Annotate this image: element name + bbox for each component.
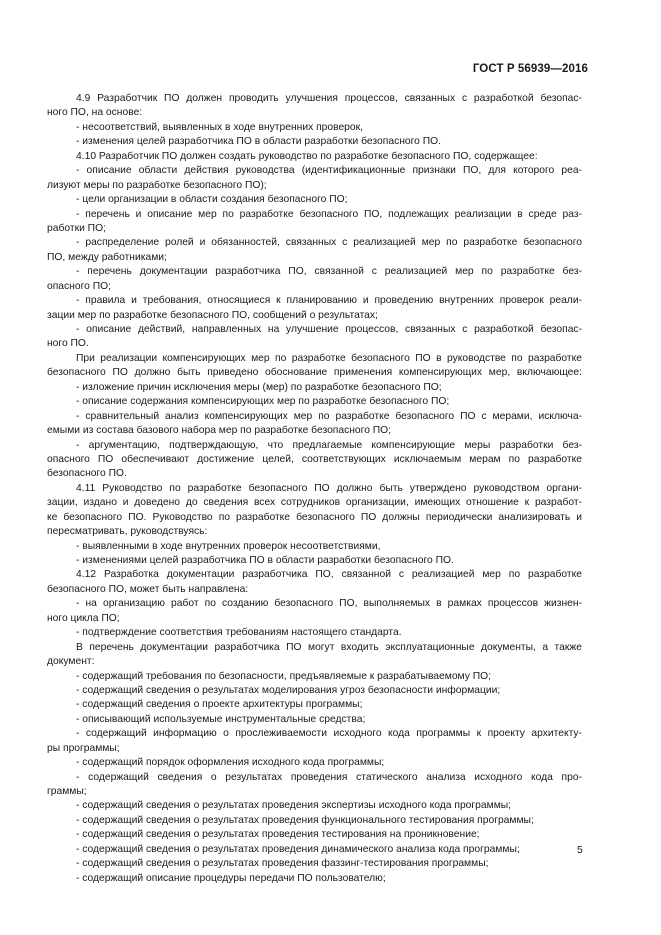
text-line: безопасного ПО, может быть направлена: bbox=[47, 583, 249, 595]
text-line: 4.10 Разработчик ПО должен создать руководство по разработке безопасного ПО, содержащее: bbox=[76, 150, 538, 162]
text-line: безопасного ПО должно быть приведено обоснование применения компенсирующих мер, включающее: bbox=[47, 367, 582, 379]
list-item-line: - описание действий, направленных на улучшение процессов, связанных с разработкой безопас- bbox=[76, 324, 582, 335]
list-item-line: - распределение ролей и обязанностей, связанных с реализацией мер по разработке безопасного bbox=[76, 237, 582, 249]
list-item-line: - на организацию работ по созданию безопасного ПО, выполняемых в рамках процессов жизнен- bbox=[76, 598, 582, 610]
list-item-line: - содержащий порядок оформления исходного кода программы; bbox=[76, 757, 385, 769]
list-item-line: - содержащий требования по безопасности, предъявляемые к разрабатываемому ПО; bbox=[76, 670, 492, 682]
list-item-line: - изменениями целей разработчика ПО в области разработки безопасного ПО. bbox=[76, 555, 454, 566]
text-line: опасного ПО; bbox=[47, 280, 111, 292]
text-line: лизуют меры по разработке безопасного ПО); bbox=[47, 179, 267, 191]
text-line: работки ПО; bbox=[47, 222, 106, 234]
list-item-line: - правила и требования, относящиеся к планированию и проведению внутренних проверок реали- bbox=[76, 295, 582, 307]
text-line: При реализации компенсирующих мер по разработке безопасного ПО в руководстве по разработке bbox=[76, 352, 582, 364]
list-item-line: - описание области действия руководства (идентификационные признаки ПО, для которого реа- bbox=[76, 165, 582, 177]
text-line: ного цикла ПО; bbox=[47, 612, 120, 624]
text-line: зации мер по разработке безопасного ПО, сообщений о результатах; bbox=[47, 309, 378, 321]
standard-code-header: ГОСТ Р 56939—2016 bbox=[472, 63, 588, 75]
list-item-line: - описывающий используемые инструментальные средства; bbox=[76, 713, 366, 725]
page-number: 5 bbox=[577, 845, 583, 856]
text-line: 4.9 Разработчик ПО должен проводить улучшения процессов, связанных с разработкой безопас- bbox=[76, 93, 582, 104]
list-item-line: - изложение причин исключения меры (мер) по разработке безопасного ПО; bbox=[76, 381, 442, 393]
text-line: зации, издано и доведено до сведения всех сотрудников организации, имеющих отношение к разработ- bbox=[47, 497, 582, 509]
text-line: опасного ПО обеспечивают достижение целей, соответствующих исключаемым мерам по разработке bbox=[47, 453, 582, 465]
list-item-line: - содержащий сведения о результатах проведения функционального тестирования программы; bbox=[76, 814, 534, 826]
list-item-line: - сравнительный анализ компенсирующих мер по разработке безопасного ПО с мерами, исключа- bbox=[76, 410, 582, 422]
text-line: пересматривать, руководствуясь: bbox=[47, 526, 208, 538]
list-item-line: - выявленными в ходе внутренних проверок несоответствиями, bbox=[76, 540, 381, 552]
text-line: документ: bbox=[47, 656, 95, 668]
text-line: емыми из состава базового набора мер по разработке безопасного ПО; bbox=[47, 425, 392, 437]
document-body bbox=[47, 92, 582, 886]
list-item-line: - содержащий сведения о результатах проведения динамического анализа кода программы; bbox=[76, 843, 520, 855]
text-line: ного ПО. bbox=[47, 338, 89, 350]
list-item-line: - содержащий сведения о результатах проведения статического анализа исходного кода про- bbox=[76, 771, 582, 783]
list-item-line: - содержащий сведения о результатах проведения экспертизы исходного кода программы; bbox=[76, 800, 512, 812]
list-item-line: - перечень и описание мер по разработке безопасного ПО, подлежащих реализации в среде раз- bbox=[76, 208, 582, 220]
text-line: безопасного ПО. bbox=[47, 468, 127, 480]
list-item-line: - изменения целей разработчика ПО в области разработки безопасного ПО. bbox=[76, 136, 442, 148]
text-line: ного ПО, на основе: bbox=[47, 107, 143, 119]
list-item-line: - цели организации в области создания безопасного ПО; bbox=[76, 194, 348, 206]
list-item-line: - несоответствий, выявленных в ходе внутренних проверок, bbox=[76, 121, 364, 133]
text-line: 4.11 Руководство по разработке безопасного ПО должно быть утверждено руководством органи- bbox=[76, 482, 582, 494]
text-line: ПО, между работниками; bbox=[47, 251, 167, 263]
text-line: В перечень документации разработчика ПО могут входить эксплуатационные документы, а также bbox=[76, 641, 582, 653]
text-line: граммы; bbox=[47, 786, 87, 797]
text-line: ке безопасного ПО. Руководство по разработке безопасного ПО должны периодически анализировать и bbox=[47, 511, 582, 523]
text-line: ры программы; bbox=[47, 742, 120, 754]
list-item-line: - содержащий сведения о проекте архитектуры программы; bbox=[76, 699, 363, 711]
list-item-line: - подтверждение соответствия требованиям настоящего стандарта. bbox=[76, 627, 402, 639]
list-item-line: - содержащий сведения о результатах проведения фаззинг-тестирования программы; bbox=[76, 858, 489, 870]
list-item-line: - описание содержания компенсирующих мер по разработке безопасного ПО; bbox=[76, 396, 450, 408]
list-item-line: - перечень документации разработчика ПО, связанной с реализацией мер по разработке без- bbox=[76, 266, 582, 278]
list-item-line: - аргументацию, подтверждающую, что предлагаемые компенсирующие меры разработки без- bbox=[76, 439, 582, 451]
list-item-line: - содержащий сведения о результатах проведения тестирования на проникновение; bbox=[76, 829, 480, 841]
list-item-line: - содержащий описание процедуры передачи ПО пользователю; bbox=[76, 872, 386, 884]
text-line: 4.12 Разработка документации разработчика ПО, связанной с реализацией мер по разработке bbox=[76, 569, 582, 581]
list-item-line: - содержащий информацию о прослеживаемости исходного кода программы к проекту архитекту- bbox=[76, 728, 582, 740]
list-item-line: - содержащий сведения о результатах моделирования угроз безопасности информации; bbox=[76, 684, 501, 696]
